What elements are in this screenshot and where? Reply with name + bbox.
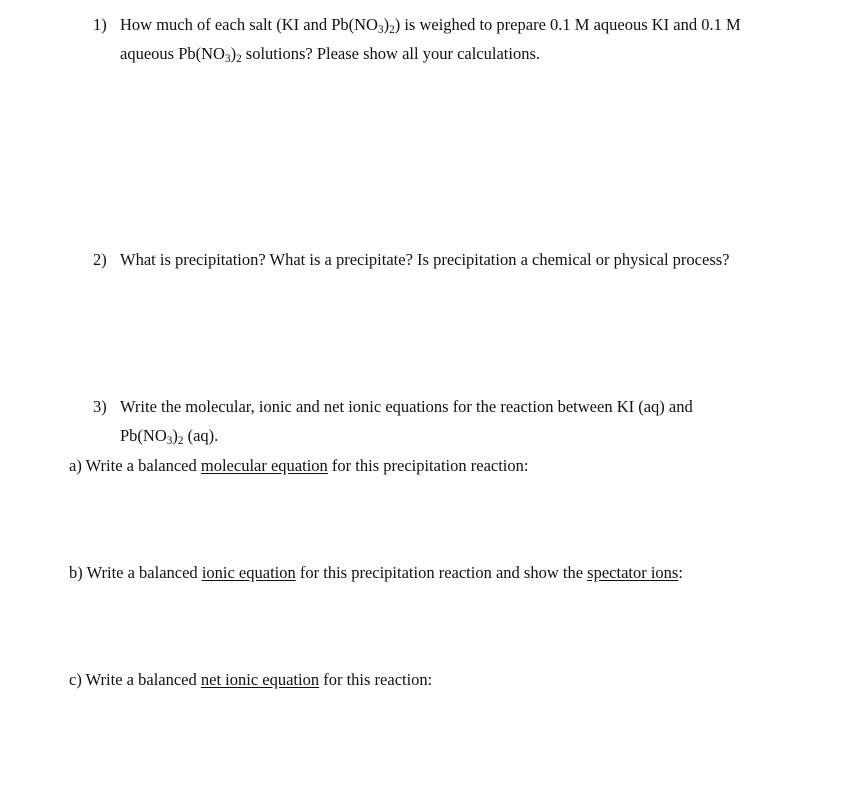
underlined-term: molecular equation (200, 456, 328, 475)
part-b: b) Write a balanced ionic equation for this precipitation reaction and show the spectator ions: (69, 563, 683, 582)
underlined-term: ionic equation (201, 563, 296, 582)
question-3-line-1: Write the molecular, ionic and net ionic equations for the reaction between KI (aq) and (120, 397, 693, 416)
underlined-term: net ionic equation (200, 670, 320, 689)
question-number: 2) (93, 250, 107, 269)
underlined-term: spectator ions (587, 563, 679, 582)
question-3-line-2: $Pb(NO_3)_2$ (aq). (120, 426, 219, 448)
question-2-line-1: What is precipitation? What is a precipitate? Is precipitation a chemical or physical process? (120, 250, 730, 269)
question-1-line-1: How much of each salt (KI and $Pb(NO_3)_2$) is weighed to prepare 0.1 M aqueous KI and 0.1 M (120, 15, 741, 37)
question-number: 3) (93, 397, 107, 416)
part-a: a) Write a balanced molecular equation for this precipitation reaction: (69, 456, 529, 475)
question-number: 1) (93, 15, 107, 34)
part-c: c) Write a balanced net ionic equation for this reaction: (69, 670, 433, 689)
question-1-line-2: aqueous $Pb(NO_3)_2$ solutions? Please show all your calculations. (120, 44, 540, 66)
